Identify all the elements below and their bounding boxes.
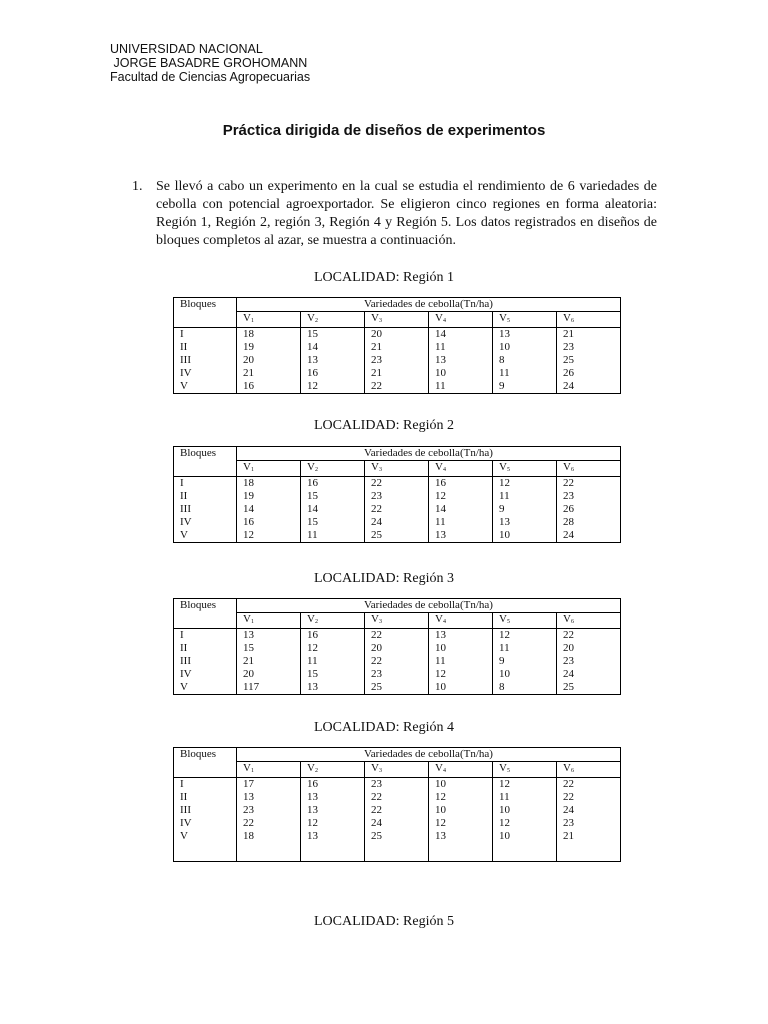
yield-value: 23 bbox=[563, 341, 574, 353]
block-label: III bbox=[180, 804, 191, 816]
variety-header-v4: $V_4$ bbox=[429, 613, 493, 629]
yield-value: 19 bbox=[243, 490, 254, 502]
yield-value: 22 bbox=[371, 503, 382, 515]
varieties-header: Variedades de cebolla(Tn/ha) bbox=[237, 748, 621, 762]
page-title: Práctica dirigida de diseños de experimentos bbox=[222, 122, 546, 139]
yield-value: 20 bbox=[563, 642, 574, 654]
university-header bbox=[110, 42, 310, 84]
yield-value: 20 bbox=[371, 642, 382, 654]
block-label: V bbox=[180, 830, 188, 842]
region-5-title: LOCALIDAD: Región 5 bbox=[314, 914, 454, 929]
yield-value: 19 bbox=[243, 341, 254, 353]
region-4-title: LOCALIDAD: Región 4 bbox=[314, 720, 454, 735]
variety-column-v4 bbox=[429, 778, 493, 862]
varieties-header: Variedades de cebolla(Tn/ha) bbox=[237, 599, 621, 613]
yield-value: 9 bbox=[499, 655, 505, 667]
variety-column-v2 bbox=[301, 328, 365, 394]
yield-value: 11 bbox=[435, 380, 446, 392]
yield-value: 25 bbox=[371, 529, 382, 541]
yield-value: 13 bbox=[307, 830, 318, 842]
block-label: II bbox=[180, 791, 188, 803]
question-1 bbox=[132, 178, 657, 250]
yield-value: 23 bbox=[243, 804, 254, 816]
region-4-table bbox=[173, 747, 621, 862]
yield-value: 25 bbox=[563, 354, 574, 366]
yield-value: 11 bbox=[307, 655, 318, 667]
block-label: I bbox=[180, 629, 184, 641]
yield-value: 8 bbox=[499, 681, 505, 693]
variety-column-v4 bbox=[429, 328, 493, 394]
block-labels bbox=[174, 629, 237, 695]
block-label: III bbox=[180, 655, 191, 667]
variety-header-v2: $V_2$ bbox=[301, 613, 365, 629]
yield-value: 16 bbox=[435, 477, 446, 489]
block-label: IV bbox=[180, 516, 192, 528]
yield-value: 25 bbox=[371, 681, 382, 693]
yield-value: 14 bbox=[243, 503, 254, 515]
yield-value: 13 bbox=[243, 629, 254, 641]
block-label: I bbox=[180, 477, 184, 489]
yield-value: 24 bbox=[563, 529, 574, 541]
yield-value: 26 bbox=[563, 503, 574, 515]
yield-value: 22 bbox=[563, 629, 574, 641]
yield-value: 12 bbox=[499, 778, 510, 790]
yield-value: 16 bbox=[307, 477, 318, 489]
variety-column-v1 bbox=[237, 778, 301, 862]
yield-value: 11 bbox=[499, 367, 510, 379]
variety-column-v6 bbox=[557, 477, 621, 543]
yield-value: 16 bbox=[307, 629, 318, 641]
yield-value: 17 bbox=[243, 778, 254, 790]
blocks-header: Bloques bbox=[174, 748, 237, 778]
yield-value: 13 bbox=[243, 791, 254, 803]
blocks-header: Bloques bbox=[174, 599, 237, 629]
yield-value: 10 bbox=[435, 642, 446, 654]
yield-value: 12 bbox=[499, 477, 510, 489]
yield-value: 10 bbox=[499, 529, 510, 541]
yield-value: 9 bbox=[499, 503, 505, 515]
yield-value: 14 bbox=[435, 503, 446, 515]
yield-value: 8 bbox=[499, 354, 505, 366]
variety-column-v2 bbox=[301, 778, 365, 862]
variety-header-v6: $V_6$ bbox=[557, 762, 621, 778]
variety-header-v5: $V_5$ bbox=[493, 613, 557, 629]
university-subname: JORGE BASADRE GROHOMANN bbox=[110, 56, 308, 70]
yield-value: 11 bbox=[499, 490, 510, 502]
variety-column-v3 bbox=[365, 629, 429, 695]
yield-value: 10 bbox=[499, 830, 510, 842]
yield-value: 16 bbox=[307, 778, 318, 790]
yield-value: 23 bbox=[563, 490, 574, 502]
variety-column-v5 bbox=[493, 477, 557, 543]
block-label: V bbox=[180, 380, 188, 392]
variety-column-v3 bbox=[365, 778, 429, 862]
yield-value: 13 bbox=[435, 629, 446, 641]
yield-value: 10 bbox=[499, 668, 510, 680]
yield-value: 12 bbox=[307, 642, 318, 654]
yield-value: 21 bbox=[243, 655, 254, 667]
yield-value: 21 bbox=[563, 830, 574, 842]
yield-value: 24 bbox=[563, 804, 574, 816]
block-label: II bbox=[180, 490, 188, 502]
yield-value: 23 bbox=[563, 655, 574, 667]
yield-value: 13 bbox=[499, 328, 510, 340]
variety-header-v4: $V_4$ bbox=[429, 762, 493, 778]
yield-value: 11 bbox=[499, 642, 510, 654]
variety-header-v6: $V_6$ bbox=[557, 312, 621, 328]
region-3-title: LOCALIDAD: Región 3 bbox=[314, 571, 454, 586]
yield-value: 18 bbox=[243, 477, 254, 489]
varieties-header: Variedades de cebolla(Tn/ha) bbox=[237, 447, 621, 461]
yield-value: 21 bbox=[371, 367, 382, 379]
yield-value: 13 bbox=[307, 681, 318, 693]
blocks-header: Bloques bbox=[174, 447, 237, 477]
yield-value: 13 bbox=[307, 791, 318, 803]
block-label: II bbox=[180, 642, 188, 654]
variety-header-v1: $V_1$ bbox=[237, 461, 301, 477]
yield-value: 10 bbox=[499, 341, 510, 353]
yield-value: 15 bbox=[307, 328, 318, 340]
yield-value: 22 bbox=[563, 791, 574, 803]
yield-value: 26 bbox=[563, 367, 574, 379]
variety-header-v2: $V_2$ bbox=[301, 312, 365, 328]
yield-value: 16 bbox=[243, 380, 254, 392]
yield-value: 14 bbox=[435, 328, 446, 340]
variety-column-v5 bbox=[493, 629, 557, 695]
yield-value: 21 bbox=[371, 341, 382, 353]
yield-value: 23 bbox=[371, 778, 382, 790]
question-number: 1. bbox=[132, 179, 143, 194]
yield-value: 13 bbox=[435, 354, 446, 366]
yield-value: 18 bbox=[243, 328, 254, 340]
yield-value: 22 bbox=[371, 791, 382, 803]
yield-value: 11 bbox=[435, 655, 446, 667]
block-label: IV bbox=[180, 367, 192, 379]
yield-value: 18 bbox=[243, 830, 254, 842]
yield-value: 12 bbox=[243, 529, 254, 541]
yield-value: 23 bbox=[371, 354, 382, 366]
variety-column-v5 bbox=[493, 328, 557, 394]
yield-value: 11 bbox=[499, 791, 510, 803]
yield-value: 12 bbox=[307, 817, 318, 829]
variety-column-v2 bbox=[301, 477, 365, 543]
variety-column-v6 bbox=[557, 778, 621, 862]
yield-value: 24 bbox=[371, 516, 382, 528]
block-label: II bbox=[180, 341, 188, 353]
block-label: IV bbox=[180, 668, 192, 680]
blocks-header: Bloques bbox=[174, 298, 237, 328]
yield-value: 10 bbox=[435, 778, 446, 790]
yield-value: 10 bbox=[435, 681, 446, 693]
variety-header-v3: $V_3$ bbox=[365, 613, 429, 629]
variety-header-v1: $V_1$ bbox=[237, 312, 301, 328]
variety-header-v6: $V_6$ bbox=[557, 613, 621, 629]
yield-value: 23 bbox=[563, 817, 574, 829]
block-label: V bbox=[180, 529, 188, 541]
variety-column-v5 bbox=[493, 778, 557, 862]
region-2-table bbox=[173, 446, 621, 543]
variety-header-v6: $V_6$ bbox=[557, 461, 621, 477]
yield-value: 13 bbox=[435, 830, 446, 842]
variety-header-v4: $V_4$ bbox=[429, 461, 493, 477]
yield-value: 28 bbox=[563, 516, 574, 528]
variety-column-v4 bbox=[429, 629, 493, 695]
block-label: III bbox=[180, 503, 191, 515]
university-name: UNIVERSIDAD NACIONAL bbox=[110, 42, 263, 56]
question-text: Se llevó a cabo un experimento en la cual se estudia el rendimiento de 6 variedades de cebolla con potencial agroexportador. Se eligieron cinco regiones en forma aleatoria: Región 1, Región 2, región 3, Región 4 y Región 5. Los datos registrados en diseños de bloques completos al azar, se muestra a continuación. bbox=[156, 179, 657, 248]
region-3-table bbox=[173, 598, 621, 695]
yield-value: 16 bbox=[243, 516, 254, 528]
yield-value: 12 bbox=[499, 629, 510, 641]
block-labels bbox=[174, 477, 237, 543]
yield-value: 24 bbox=[563, 380, 574, 392]
yield-value: 12 bbox=[435, 791, 446, 803]
region-1-title: LOCALIDAD: Región 1 bbox=[314, 270, 454, 285]
variety-header-v3: $V_3$ bbox=[365, 312, 429, 328]
yield-value: 20 bbox=[243, 668, 254, 680]
yield-value: 15 bbox=[307, 668, 318, 680]
yield-value: 22 bbox=[371, 629, 382, 641]
variety-column-v3 bbox=[365, 328, 429, 394]
yield-value: 12 bbox=[435, 490, 446, 502]
yield-value: 12 bbox=[307, 380, 318, 392]
block-labels bbox=[174, 328, 237, 394]
variety-header-v5: $V_5$ bbox=[493, 312, 557, 328]
yield-value: 12 bbox=[499, 817, 510, 829]
variety-column-v1 bbox=[237, 629, 301, 695]
yield-value: 14 bbox=[307, 503, 318, 515]
yield-value: 20 bbox=[243, 354, 254, 366]
variety-header-v5: $V_5$ bbox=[493, 762, 557, 778]
yield-value: 21 bbox=[243, 367, 254, 379]
block-label: IV bbox=[180, 817, 192, 829]
yield-value: 22 bbox=[563, 477, 574, 489]
yield-value: 21 bbox=[563, 328, 574, 340]
variety-header-v1: $V_1$ bbox=[237, 613, 301, 629]
block-label: I bbox=[180, 328, 184, 340]
block-label: V bbox=[180, 681, 188, 693]
yield-value: 25 bbox=[371, 830, 382, 842]
region-1-table bbox=[173, 297, 621, 394]
variety-header-v1: $V_1$ bbox=[237, 762, 301, 778]
yield-value: 12 bbox=[435, 817, 446, 829]
yield-value: 22 bbox=[371, 655, 382, 667]
variety-header-v5: $V_5$ bbox=[493, 461, 557, 477]
yield-value: 11 bbox=[435, 516, 446, 528]
yield-value: 10 bbox=[499, 804, 510, 816]
yield-value: 15 bbox=[307, 516, 318, 528]
yield-value: 13 bbox=[499, 516, 510, 528]
variety-column-v1 bbox=[237, 477, 301, 543]
yield-value: 11 bbox=[435, 341, 446, 353]
yield-value: 23 bbox=[371, 668, 382, 680]
variety-column-v6 bbox=[557, 328, 621, 394]
yield-value: 13 bbox=[307, 804, 318, 816]
variety-column-v6 bbox=[557, 629, 621, 695]
yield-value: 22 bbox=[243, 817, 254, 829]
yield-value: 13 bbox=[435, 529, 446, 541]
yield-value: 14 bbox=[307, 341, 318, 353]
variety-header-v3: $V_3$ bbox=[365, 461, 429, 477]
yield-value: 10 bbox=[435, 367, 446, 379]
block-label: I bbox=[180, 778, 184, 790]
yield-value: 9 bbox=[499, 380, 505, 392]
varieties-header: Variedades de cebolla(Tn/ha) bbox=[237, 298, 621, 312]
faculty-name: Facultad de Ciencias Agropecuarias bbox=[110, 70, 311, 84]
variety-header-v3: $V_3$ bbox=[365, 762, 429, 778]
yield-value: 20 bbox=[371, 328, 382, 340]
yield-value: 22 bbox=[371, 380, 382, 392]
yield-value: 24 bbox=[371, 817, 382, 829]
yield-value: 117 bbox=[243, 681, 260, 693]
variety-header-v2: $V_2$ bbox=[301, 762, 365, 778]
yield-value: 22 bbox=[563, 778, 574, 790]
yield-value: 16 bbox=[307, 367, 318, 379]
yield-value: 22 bbox=[371, 477, 382, 489]
yield-value: 13 bbox=[307, 354, 318, 366]
region-2-title: LOCALIDAD: Región 2 bbox=[314, 418, 454, 433]
variety-column-v2 bbox=[301, 629, 365, 695]
yield-value: 24 bbox=[563, 668, 574, 680]
block-labels bbox=[174, 778, 237, 862]
variety-column-v4 bbox=[429, 477, 493, 543]
variety-column-v3 bbox=[365, 477, 429, 543]
yield-value: 22 bbox=[371, 804, 382, 816]
yield-value: 23 bbox=[371, 490, 382, 502]
variety-header-v2: $V_2$ bbox=[301, 461, 365, 477]
yield-value: 12 bbox=[435, 668, 446, 680]
variety-header-v4: $V_4$ bbox=[429, 312, 493, 328]
block-label: III bbox=[180, 354, 191, 366]
yield-value: 25 bbox=[563, 681, 574, 693]
yield-value: 15 bbox=[243, 642, 254, 654]
variety-column-v1 bbox=[237, 328, 301, 394]
yield-value: 15 bbox=[307, 490, 318, 502]
yield-value: 10 bbox=[435, 804, 446, 816]
yield-value: 11 bbox=[307, 529, 318, 541]
